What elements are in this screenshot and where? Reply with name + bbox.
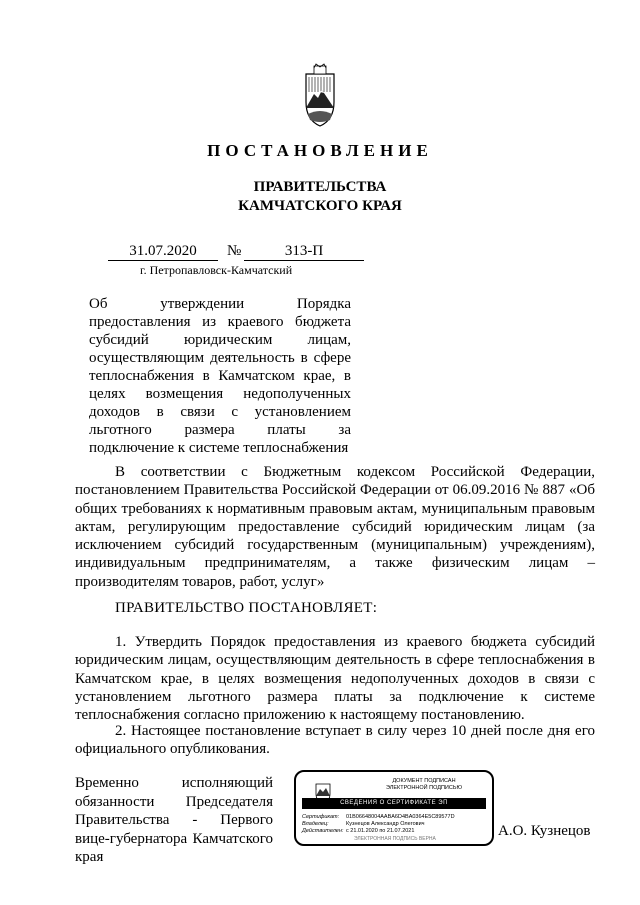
document-city: г. Петропавловск-Камчатский (140, 263, 293, 277)
cert-value: 01B06648004AABA6D4BA0364E5C89577D (346, 814, 455, 820)
electronic-signature-stamp (294, 770, 494, 846)
item-1-text: 1. Утвердить Порядок предоставления из краевого бюджета субсидий юридическим лицам, осуществляющим деятельность в сфере теплоснабжения в Камчатском крае, в целях возмещения недополученных доходов в связи с установлением льготного размера платы за подключение к системе теплоснабжения согласно приложению к настоящему постановлению. (75, 634, 595, 724)
authority-line-1: ПРАВИТЕЛЬСТВА (253, 179, 387, 195)
stamp-footer: ЭЛЕКТРОННАЯ ПОДПИСЬ ВЕРНА (354, 836, 436, 842)
document-subject: Об утверждении Порядка предоставления из краевого бюджета субсидий юридическим лицам, осуществляющим деятельность в сфере теплоснабжения в Камчатском крае, в целях возмещения недополученных доходов в связи с установлением льготного размера платы за подключение к системе теплоснабжения (89, 296, 351, 456)
stamp-header (356, 778, 492, 792)
signatory-position: Временно исполняющий обязанности Председателя Правительства - Первого вице-губернатора Камчатского края (75, 775, 273, 865)
stamp-header-line-1: ДОКУМЕНТ ПОДПИСАН (392, 778, 456, 784)
stamp-certificate-bar: СВЕДЕНИЯ О СЕРТИФИКАТЕ ЭП (302, 798, 486, 809)
document-number: 313-П (244, 243, 364, 261)
decree-heading: ПРАВИТЕЛЬСТВО ПОСТАНОВЛЯЕТ: (115, 600, 378, 616)
owner-label: Владелец: (302, 821, 329, 827)
document-title: ПОСТАНОВЛЕНИЕ (207, 141, 433, 160)
authority-line-2: КАМЧАТСКОГО КРАЯ (238, 198, 402, 214)
signatory-name: А.О. Кузнецов (498, 823, 591, 839)
item-1-paragraph (75, 633, 595, 724)
stamp-row-certificate (302, 814, 455, 821)
stamp-details (302, 814, 455, 835)
preamble-text: В соответствии с Бюджетным кодексом Российской Федерации, постановлением Правительства Российской Федерации от 06.09.2016 № 887 «Об общих требованиях к нормативным правовым актам, муниципальным правовым актам, регулирующим предоставление субсидий юридическим лицам (за исключением субсидий государственным (муниципальным) учреждениям), индивидуальным предпринимателям, а также физическим лицам – производителям товаров, работ, услуг» (75, 464, 595, 590)
preamble-paragraph (75, 463, 595, 591)
owner-value: Кузнецов Александр Олегович (346, 821, 425, 827)
kamchatka-emblem-icon (300, 62, 340, 130)
valid-value: с 21.01.2020 по 21.07.2021 (346, 828, 415, 834)
document-date: 31.07.2020 (108, 243, 218, 261)
stamp-row-valid (302, 828, 455, 835)
number-sign: № (227, 243, 242, 259)
cert-label: Сертификат: (302, 814, 340, 820)
item-2-text: 2. Настоящее постановление вступает в силу через 10 дней после дня его официального опубликования. (75, 723, 595, 758)
stamp-row-owner (302, 821, 455, 828)
stamp-header-line-2: ЭЛЕКТРОННОЙ ПОДПИСЬЮ (385, 785, 463, 791)
item-2-paragraph (75, 722, 595, 759)
valid-label: Действителен: (302, 828, 344, 834)
issuing-authority (0, 178, 640, 216)
